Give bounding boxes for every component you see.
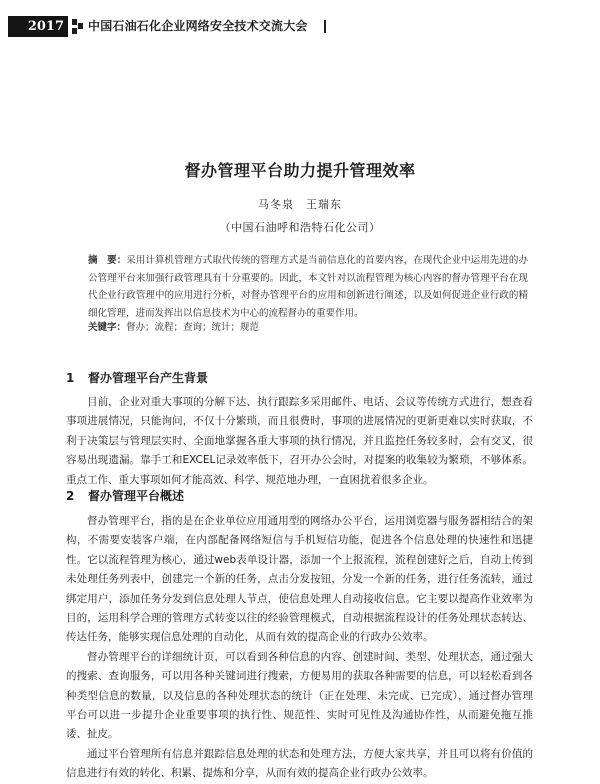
section-1-body xyxy=(66,393,533,490)
section-heading-1 xyxy=(66,369,208,386)
paragraph: 目前，企业对重大事项的分解下达、执行跟踪多采用邮件、电话、会议等传统方式进行，想查看事项进展情况，只能询问，不仅十分繁琐，而且很费时，事项的进展情况的更新更难以实时获取，不利于决策层与管理层实时、全面地掌握各重大事项的执行情况，并且监控任务较多时，会有交叉，很容易出现遗漏。靠手工和EXCEL记录效率低下，召开办公会时，对提案的收集较为繁琐，不够体系。重点工作、重大事项如何才能高效、科学、规范地办理，一直困扰着很多企业。 xyxy=(66,396,533,486)
article-affiliation: （中国石油呼和浩特石化公司） xyxy=(219,221,381,234)
header-conference-title: 中国石油石化企业网络安全技术交流大会 xyxy=(88,19,308,33)
section-title: 督办管理平台概述 xyxy=(88,489,185,503)
paragraph: 通过平台管理所有信息并跟踪信息处理的状态和处理方法，方便大家共享，并且可以将有价值的信息进行有效的转化、积累、提炼和分享，从而有效的提高企业行政办公效率。 xyxy=(66,747,533,780)
article-title: 督办管理平台助力提升管理效率 xyxy=(184,161,416,180)
keywords-text: 督办；流程；查询；统计；规范 xyxy=(126,322,260,333)
section-title: 督办管理平台产生背景 xyxy=(88,371,209,385)
abstract-label: 摘 要： xyxy=(88,255,127,266)
running-header xyxy=(0,16,600,38)
keywords xyxy=(88,320,528,336)
keywords-label: 关键字： xyxy=(88,322,127,333)
abstract-text: 采用计算机管理方式取代传统的管理方式是当前信息化的首要内容，在现代企业中运用先进的办公管理平台来加强行政管理具有十分重要的。因此，本文针对以流程管理为核心内容的督办管理平台在现代企业行政管理中的应用进行分析，对督办管理平台的应用和创新进行阐述，以及如何促进企业行政的精细化管理，进而发挥出以信息技术为中心的流程督办的重要作用。 xyxy=(88,255,528,319)
header-bullet-icon xyxy=(72,19,84,34)
section-heading-2 xyxy=(66,487,184,504)
section-number: 1 xyxy=(66,371,75,385)
header-divider xyxy=(324,20,326,33)
article-authors: 马冬泉 王瑞东 xyxy=(258,198,342,211)
section-2-body xyxy=(66,512,533,784)
abstract xyxy=(88,252,528,322)
paragraph: 督办管理平台，指的是在企业单位应用通用型的网络办公平台，运用浏览器与服务器相结合的架构，不需要安装客户端，在内部配备网络短信与手机短信功能，促进各个信息处理的快速性和迅捷性。它以流程管理为核心，通过web表单设计器，添加一个上报流程，流程创建好之后，自动上传到未处理任务列表中，创建完一个新的任务，点击分发按钮，分发一个新的任务，进行任务流转，通过绑定用户，添加任务分发到信息处理人节点，使信息处理人自动接收信息。它主要以提高作业效率为目的，运用科学合理的管理方式转变以往的经验管理模式，自动根据流程设计的任务处理状态转达、传达任务，能够实现信息处理的自动化，从而有效的提高企业的行政办公效率。 xyxy=(66,515,533,644)
header-year: 2017 xyxy=(8,16,68,37)
section-number: 2 xyxy=(66,489,75,503)
paragraph: 督办管理平台的详细统计页，可以看到各种信息的内容、创建时间、类型、处理状态，通过强大的搜索、查询服务，可以用各种关键词进行搜索，方便易用的获取各种需要的信息，可以轻松看到各种类型信息的数量，以及信息的各种处理状态的统计（正在处理、未完成、已完成），通过督办管理平台可以进一步提升企业重要事项的执行性、规范性、实时可见性及沟通协作性，从而避免拖互推诿、扯皮。 xyxy=(66,650,533,741)
